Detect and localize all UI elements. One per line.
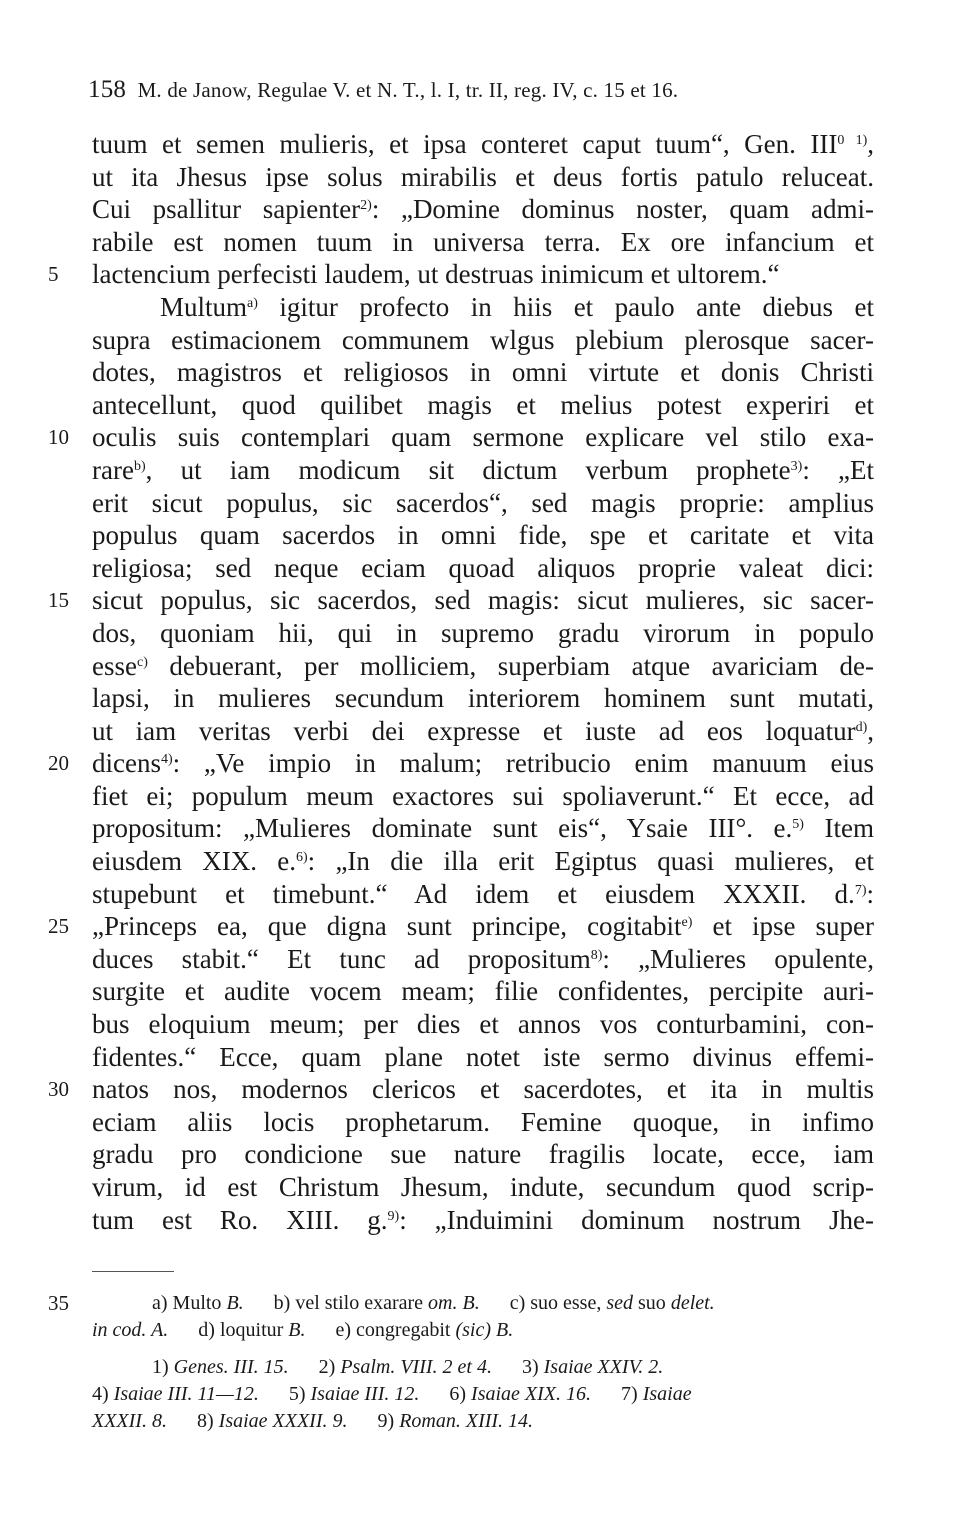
footnote-rule xyxy=(92,1271,174,1272)
text-line: ut iam veritas verbi dei expresse et iuste ad eos loquatur$^{d)}$, xyxy=(92,715,874,746)
text-line: Multum$^{a)}$ igitur profecto in hiis et paulo ante diebus et xyxy=(160,291,874,322)
text-line: dos, quoniam hii, qui in supremo gradu virorum in populo xyxy=(92,617,874,648)
text-line: 25 „Princeps ea, que digna sunt principe, cogitabit$^{e)}$ et ipse super xyxy=(48,911,874,942)
footnote-ref: 4) xyxy=(160,752,173,768)
footnote-ref: 0 1) xyxy=(837,133,868,148)
text-line: fidentes.“ Ecce, quam plane notet iste sermo divinus effemi- xyxy=(92,1041,874,1072)
footnote-ref: 2) xyxy=(360,198,372,214)
footnote-ref: 3) xyxy=(790,458,803,474)
text-line: lapsi, in mulieres secundum interiorem hominem sunt mutati, xyxy=(92,683,874,714)
text-line: gradu pro condicione sue nature fragilis locate, ecce, iam xyxy=(92,1139,874,1170)
footnote-ref: 6) xyxy=(296,850,308,866)
apparatus-ref: e) xyxy=(681,915,693,931)
line-number: 5 xyxy=(48,262,59,287)
text-line: tum est Ro. XIII. g.$^{9)}$: „Induimini dominum nostrum Jhe- xyxy=(92,1204,874,1235)
line-number: 35 xyxy=(48,1291,69,1315)
apparatus-ref: c) xyxy=(136,654,148,670)
text-line: antecellunt, quod quilibet magis et melius potest experiri et xyxy=(92,389,874,420)
text-line: dotes, magistros et religiosos in omni virtute et donis Christi xyxy=(92,357,874,388)
text-line: eiusdem XIX. e.$^{6)}$: „In die illa erit Egiptus quasi mulieres, et xyxy=(92,846,874,877)
text-line: ut ita Jhesus ipse solus mirabilis et deus fortis patulo reluceat. xyxy=(92,161,874,192)
text-line: rabile est nomen tuum in universa terra. Ex ore infancium et xyxy=(92,226,874,257)
footnote-ref: 7) xyxy=(854,882,867,898)
text-line: 15 sicut populus, sic sacerdos, sed magis: sicut mulieres, sic sacer- xyxy=(48,585,874,616)
main-text xyxy=(48,128,875,1236)
text-line: virum, id est Christum Jhesum, indute, secundum quod scrip- xyxy=(92,1172,874,1202)
running-header xyxy=(88,76,888,104)
page-number: 158 xyxy=(88,76,127,103)
text-line: duces stabit.“ Et tunc ad propositum$^{8)}$: „Mulieres opulente, xyxy=(92,943,875,974)
text-line: Cui psallitur sapienter$^{2)}$: „Domine dominus noster, quam admi- xyxy=(92,194,874,225)
line-number: 20 xyxy=(48,751,69,776)
text-line: supra estimacionem communem wlgus plebium plerosque sacer- xyxy=(92,324,874,355)
apparatus-ref: b) xyxy=(133,458,146,474)
text-line: 20 dicens$^{4)}$: „Ve impio in malum; retribucio enim manuum eius xyxy=(48,748,874,779)
text-line: fiet ei; populum meum exactores sui spoliaverunt.“ Et ecce, ad xyxy=(92,780,874,811)
apparatus-line: in cod. A. d) loquitur B. e) congregabit (sic) B. xyxy=(92,1319,514,1341)
apparatus-line: 35 a) Multo B. b) vel stilo exarare om. B. c) suo esse, sed suo delet. xyxy=(48,1291,715,1315)
footnote-ref: 8) xyxy=(590,947,603,963)
text-line: erit sicut populus, sic sacerdos“, sed magis proprie: amplius xyxy=(92,487,874,518)
text-line: propositum: „Mulieres dominate sunt eis“, Ysaie III°. e.$^{5)}$ Item xyxy=(92,813,875,844)
text-line: eciam aliis locis prophetarum. Femine quoque, in infimo xyxy=(92,1106,874,1137)
reference-line: XXXII. 8. 8) Isaiae XXXII. 9. 9) Roman. XIII. 14. xyxy=(92,1410,534,1432)
line-number: 25 xyxy=(48,914,69,939)
footnote-ref: 5) xyxy=(792,817,804,833)
text-line: stupebunt et timebunt.“ Ad idem et eiusdem XXXII. d.$^{7)}$: xyxy=(92,878,874,909)
text-line: surgite et audite vocem meam; filie confidentes, percipite auri- xyxy=(92,976,874,1007)
text-line: 30 natos nos, modernos clericos et sacerdotes, et ita in multis xyxy=(48,1074,874,1105)
reference-line: 1) Genes. III. 15. 2) Psalm. VIII. 2 et 4. 3) Isaiae XXIV. 2. xyxy=(152,1356,664,1378)
footnotes xyxy=(48,1290,874,1435)
text-line: populus quam sacerdos in omni fide, spe et caritate et vita xyxy=(92,520,874,551)
text-line: rare$^{b)}$, ut iam modicum sit dictum verbum prophete$^{3)}$: „Et xyxy=(92,454,874,485)
text-line: esse$^{c)}$ debuerant, per molliciem, superbiam atque avariciam de- xyxy=(92,650,874,681)
text-line: 10 oculis suis contemplari quam sermone explicare vel stilo exa- xyxy=(48,422,874,453)
text-line: religiosa; sed neque eciam quoad aliquos proprie valeat dici: xyxy=(92,552,874,583)
line-number: 30 xyxy=(48,1077,69,1102)
apparatus-ref: a) xyxy=(247,295,258,311)
reference-line: 4) Isaiae III. 11—12. 5) Isaiae III. 12. 6) Isaiae XIX. 16. 7) Isaiae xyxy=(92,1383,692,1405)
text-line: 5 lactencium perfecisti laudem, ut destruas inimicum et ultorem.“ xyxy=(48,259,780,290)
running-title: M. de Janow, Regulae V. et N. T., l. I, tr. II, reg. IV, c. 15 et 16. xyxy=(137,78,679,102)
text-line: bus eloquium meum; per dies et annos vos conturbamini, con- xyxy=(92,1009,874,1040)
line-number: 15 xyxy=(48,588,69,613)
footnote-ref: 9) xyxy=(387,1208,400,1224)
apparatus-ref: d) xyxy=(855,719,868,735)
text-line: tuum et semen mulieris, et ipsa conteret caput tuum“, Gen. $III^{0 1)}$, xyxy=(92,129,874,159)
line-number: 10 xyxy=(48,425,69,450)
